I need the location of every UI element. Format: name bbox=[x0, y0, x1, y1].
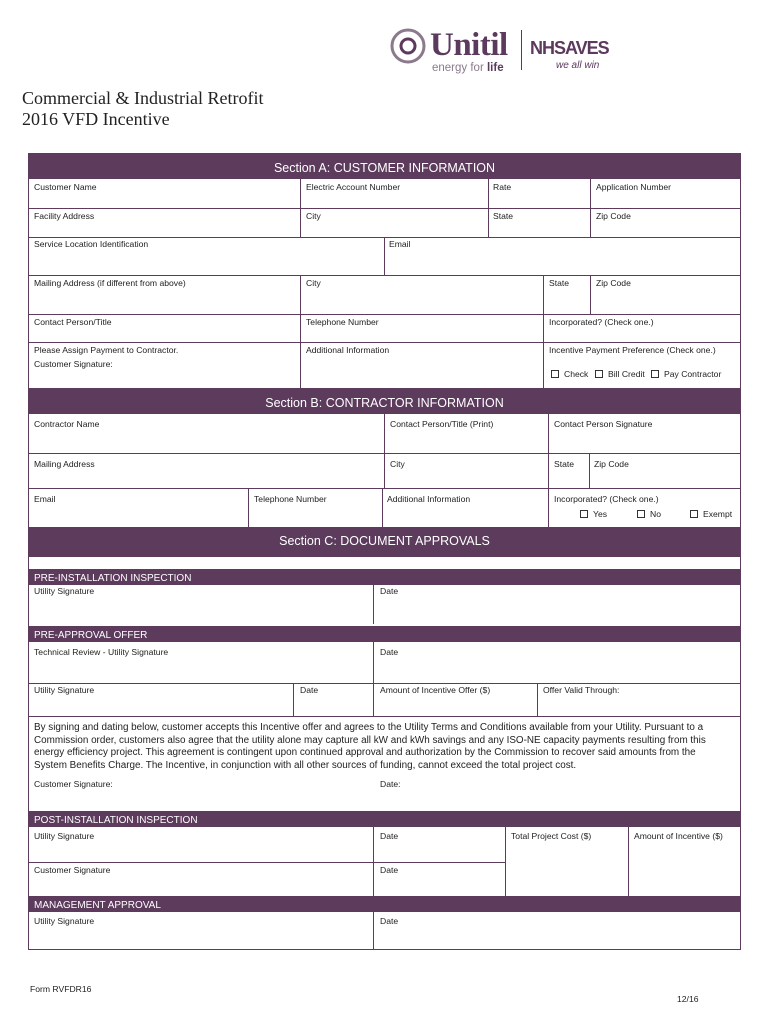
divider bbox=[382, 488, 383, 527]
divider bbox=[384, 414, 385, 488]
application-number-field[interactable]: Application Number bbox=[596, 182, 671, 192]
incorporated-no[interactable]: No bbox=[637, 509, 661, 519]
amount-incentive-field[interactable]: Amount of Incentive ($) bbox=[634, 831, 723, 841]
customer-name-field[interactable]: Customer Name bbox=[34, 182, 97, 192]
divider bbox=[28, 862, 506, 863]
mailing-address-field[interactable]: Mailing Address (if different from above) bbox=[34, 278, 186, 288]
offer-valid-through-field[interactable]: Offer Valid Through: bbox=[543, 685, 620, 695]
customer-email-field[interactable]: Email bbox=[389, 239, 411, 249]
title-line-1: Commercial & Industrial Retrofit bbox=[22, 88, 264, 108]
technical-review-field[interactable]: Technical Review - Utility Signature bbox=[34, 647, 169, 657]
section-c-header: Section C: DOCUMENT APPROVALS bbox=[28, 527, 741, 557]
facility-state-field[interactable]: State bbox=[493, 211, 514, 221]
checkbox-icon bbox=[551, 370, 559, 378]
divider bbox=[28, 342, 741, 343]
divider bbox=[373, 585, 374, 624]
customer-telephone-field[interactable]: Telephone Number bbox=[306, 317, 379, 327]
customer-incorporated-label: Incorporated? (Check one.) bbox=[549, 317, 654, 327]
pay-option-check[interactable]: Check bbox=[551, 369, 588, 379]
divider bbox=[300, 179, 301, 237]
contractor-state-field[interactable]: State bbox=[554, 459, 575, 469]
contractor-telephone-field[interactable]: Telephone Number bbox=[254, 494, 327, 504]
form-date: 12/16 bbox=[677, 994, 699, 1004]
post-install-utility-signature-field[interactable]: Utility Signature bbox=[34, 831, 95, 841]
mailing-city-field[interactable]: City bbox=[306, 278, 321, 288]
title-line-2: 2016 VFD Incentive bbox=[22, 109, 170, 129]
divider bbox=[384, 237, 385, 275]
document-title bbox=[22, 88, 263, 130]
checkbox-icon bbox=[651, 370, 659, 378]
checkbox-icon bbox=[690, 510, 698, 518]
pay-option-bill-credit[interactable]: Bill Credit bbox=[595, 369, 645, 379]
contractor-contact-signature-field[interactable]: Contact Person Signature bbox=[554, 419, 653, 429]
divider bbox=[373, 912, 374, 950]
divider bbox=[589, 453, 590, 488]
divider bbox=[590, 179, 591, 237]
unitil-swirl-icon bbox=[388, 26, 428, 66]
divider bbox=[628, 827, 629, 896]
contractor-email-field[interactable]: Email bbox=[34, 494, 56, 504]
contractor-city-field[interactable]: City bbox=[390, 459, 405, 469]
agreement-date-field[interactable]: Date: bbox=[380, 779, 401, 789]
divider bbox=[537, 683, 538, 716]
unitil-nhsaves-logo bbox=[388, 24, 608, 78]
divider bbox=[248, 488, 249, 527]
checkbox-icon bbox=[580, 510, 588, 518]
contact-person-field[interactable]: Contact Person/Title bbox=[34, 317, 112, 327]
unitil-wordmark: Unitil bbox=[430, 27, 508, 63]
divider bbox=[543, 342, 544, 388]
divider bbox=[28, 716, 741, 717]
management-utility-signature-field[interactable]: Utility Signature bbox=[34, 916, 95, 926]
incorporated-yes[interactable]: Yes bbox=[580, 509, 607, 519]
divider bbox=[28, 208, 741, 209]
checkbox-icon bbox=[637, 510, 645, 518]
assign-payment-label: Please Assign Payment to Contractor. bbox=[34, 345, 179, 355]
section-a-header: Section A: CUSTOMER INFORMATION bbox=[28, 153, 741, 179]
customer-additional-info-field[interactable]: Additional Information bbox=[306, 345, 390, 355]
divider bbox=[543, 275, 544, 342]
divider bbox=[28, 683, 741, 684]
divider bbox=[488, 179, 489, 237]
electric-account-field[interactable]: Electric Account Number bbox=[306, 182, 401, 192]
offer-utility-signature-field[interactable]: Utility Signature bbox=[34, 685, 95, 695]
technical-review-date-field[interactable]: Date bbox=[380, 647, 399, 657]
agreement-paragraph: By signing and dating below, customer accepts this Incentive offer and agrees to the Utility Terms and Conditions available from your Utility. Pursuant to a Commission order, customers also agree that the utility alone may capture all kW and kWh savings and any ISO-NE capacity payments resulting from this energy efficiency project. This agreement is contingent upon continued approval and authorization by the Commission to recover said amounts from the System Benefits Charge. The Incentive, in conjunction with all other sources of funding, cannot exceed the total project cost. bbox=[34, 722, 706, 771]
payment-preference-label: Incentive Payment Preference (Check one.) bbox=[549, 345, 716, 355]
service-location-field[interactable]: Service Location Identification bbox=[34, 239, 149, 249]
divider bbox=[300, 275, 301, 388]
divider bbox=[28, 275, 741, 276]
pre-approval-header: PRE-APPROVAL OFFER bbox=[28, 626, 741, 642]
post-installation-header: POST-INSTALLATION INSPECTION bbox=[28, 811, 741, 827]
divider bbox=[28, 488, 741, 489]
total-project-cost-field[interactable]: Total Project Cost ($) bbox=[511, 831, 592, 841]
management-date-field[interactable]: Date bbox=[380, 916, 399, 926]
mailing-state-field[interactable]: State bbox=[549, 278, 570, 288]
nhsaves-wordmark: NHSAVES bbox=[530, 38, 609, 58]
checkbox-icon bbox=[595, 370, 603, 378]
facility-city-field[interactable]: City bbox=[306, 211, 321, 221]
contractor-name-field[interactable]: Contractor Name bbox=[34, 419, 100, 429]
contractor-incorporated-label: Incorporated? (Check one.) bbox=[554, 494, 659, 504]
incentive-offer-amount-field[interactable]: Amount of Incentive Offer ($) bbox=[380, 685, 491, 695]
contractor-additional-info-field[interactable]: Additional Information bbox=[387, 494, 471, 504]
unitil-tagline: energy for life bbox=[432, 62, 504, 74]
contractor-contact-print-field[interactable]: Contact Person/Title (Print) bbox=[390, 419, 494, 429]
contractor-zip-field[interactable]: Zip Code bbox=[594, 459, 629, 469]
agreement-customer-signature-field[interactable]: Customer Signature: bbox=[34, 779, 113, 789]
divider bbox=[373, 642, 374, 716]
rate-field[interactable]: Rate bbox=[493, 182, 512, 192]
pay-option-contractor[interactable]: Pay Contractor bbox=[651, 369, 721, 379]
divider bbox=[548, 414, 549, 527]
pre-installation-header: PRE-INSTALLATION INSPECTION bbox=[28, 569, 741, 585]
management-approval-header: MANAGEMENT APPROVAL bbox=[28, 896, 741, 912]
section-b-header: Section B: CONTRACTOR INFORMATION bbox=[28, 388, 741, 414]
assign-customer-signature-field[interactable]: Customer Signature: bbox=[34, 359, 113, 369]
pre-install-utility-signature-field[interactable]: Utility Signature bbox=[34, 586, 95, 596]
post-install-customer-signature-field[interactable]: Customer Signature bbox=[34, 865, 111, 875]
pre-install-date-field[interactable]: Date bbox=[380, 586, 399, 596]
post-install-customer-date-field[interactable]: Date bbox=[380, 865, 399, 875]
logo-divider bbox=[521, 30, 522, 70]
facility-address-field[interactable]: Facility Address bbox=[34, 211, 95, 221]
divider bbox=[293, 683, 294, 716]
contractor-mailing-field[interactable]: Mailing Address bbox=[34, 459, 95, 469]
post-install-date-field[interactable]: Date bbox=[380, 831, 399, 841]
incorporated-exempt[interactable]: Exempt bbox=[690, 509, 732, 519]
form-id: Form RVFDR16 bbox=[30, 984, 92, 994]
divider bbox=[28, 314, 741, 315]
offer-date-field[interactable]: Date bbox=[300, 685, 319, 695]
facility-zip-field[interactable]: Zip Code bbox=[596, 211, 631, 221]
divider bbox=[505, 827, 506, 896]
nhsaves-tagline: we all win bbox=[556, 60, 600, 71]
divider bbox=[590, 275, 591, 314]
spacer bbox=[29, 557, 740, 569]
mailing-zip-field[interactable]: Zip Code bbox=[596, 278, 631, 288]
divider bbox=[373, 827, 374, 896]
